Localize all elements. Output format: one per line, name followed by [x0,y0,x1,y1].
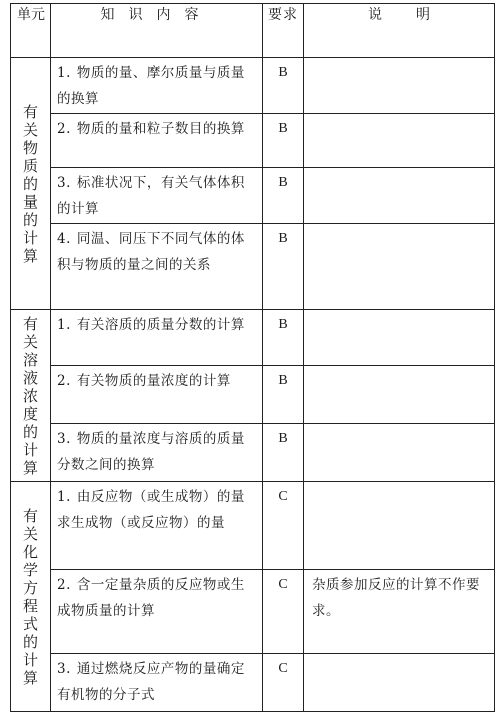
requirement-cell: B [263,310,304,366]
unit-cell [11,310,51,482]
requirement-cell: B [263,168,304,224]
header-note: 说 明 [304,4,495,58]
header-knowledge: 知识内容 [51,4,263,58]
table-row [11,114,495,168]
requirement-cell: C [263,482,304,570]
note-cell [304,482,495,570]
knowledge-cell: 3. 通过燃烧反应产物的量确定有机物的分子式 [51,654,263,712]
requirement-cell: B [263,366,304,424]
note-cell [304,366,495,424]
requirement-cell: C [263,570,304,654]
requirement-cell: B [263,114,304,168]
unit-label: 有关化学方程式的计算 [23,506,39,687]
note-cell [304,654,495,712]
table-row [11,424,495,482]
header-requirement: 要求 [263,4,304,58]
note-cell [304,310,495,366]
requirement-cell: C [263,654,304,712]
knowledge-cell: 2. 有关物质的量浓度的计算 [51,366,263,424]
knowledge-cell: 4. 同温、同压下不同气体的体积与物质的量之间的关系 [51,224,263,310]
table-row [11,58,495,114]
table-row [11,570,495,654]
requirement-cell: B [263,224,304,310]
note-cell [304,424,495,482]
knowledge-cell: 3. 物质的量浓度与溶质的质量分数之间的换算 [51,424,263,482]
table-row [11,482,495,570]
unit-label: 有关物质的量的计算 [23,102,39,265]
table-row [11,168,495,224]
note-cell [304,58,495,114]
requirement-cell: B [263,424,304,482]
syllabus-table [10,3,495,712]
knowledge-cell: 1. 物质的量、摩尔质量与质量的换算 [51,58,263,114]
requirement-cell: B [263,58,304,114]
knowledge-cell: 3. 标准状况下，有关气体体积的计算 [51,168,263,224]
knowledge-cell: 1. 由反应物（或生成物）的量求生成物（或反应物）的量 [51,482,263,570]
knowledge-cell: 1. 有关溶质的质量分数的计算 [51,310,263,366]
header-unit: 单元 [11,4,51,58]
knowledge-cell: 2. 物质的量和粒子数目的换算 [51,114,263,168]
knowledge-cell: 2. 含一定量杂质的反应物或生成物质量的计算 [51,570,263,654]
note-cell [304,168,495,224]
table-row [11,310,495,366]
table-row [11,654,495,712]
unit-label: 有关溶液浓度的计算 [23,314,39,477]
unit-cell [11,482,51,712]
table-row [11,366,495,424]
header-row [11,4,495,58]
unit-cell [11,58,51,310]
note-cell: 杂质参加反应的计算不作要求。 [304,570,495,654]
note-cell [304,224,495,310]
table-row [11,224,495,310]
note-cell [304,114,495,168]
